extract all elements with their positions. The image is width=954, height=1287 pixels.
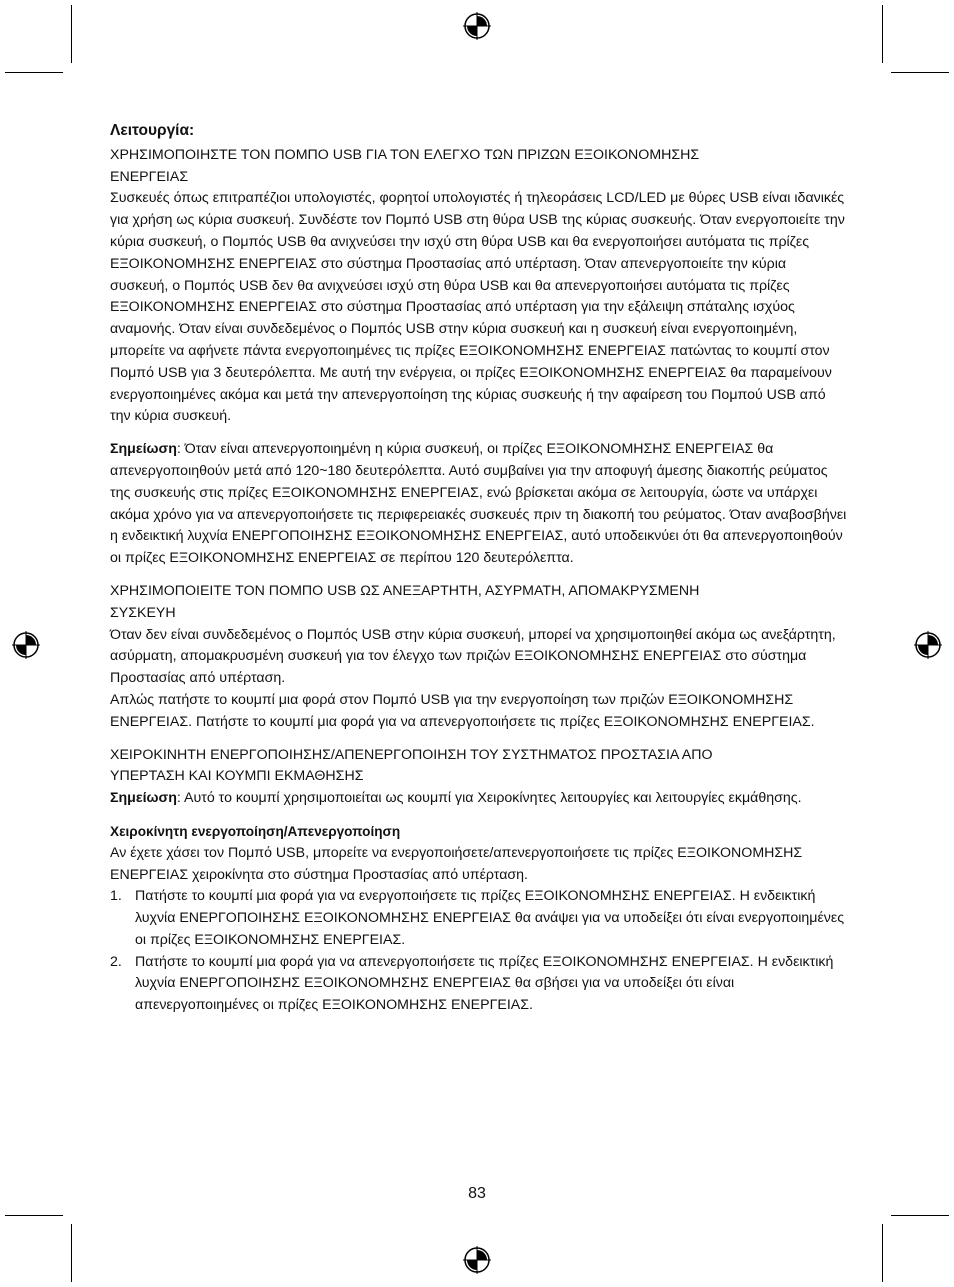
paragraph: Αν έχετε χάσει τον Πομπό USB, μπορείτε να ενεργοποιήσετε/απενεργοποιήσετε τις πρίζες ΕΞΟΙΚΟΝΟΜΗΣΗΣ ΕΝΕΡΓΕΙΑΣ χειροκίνητα στο σύστημα Προστασίας από υπέρταση. [110,844,803,883]
crop-mark [71,1224,72,1282]
list-text: Πατήστε το κουμπί μια φορά για να απενεργοποιήσετε τις πρίζες ΕΞΟΙΚΟΝΟΜΗΣΗΣ ΕΝΕΡΓΕΙΑΣ. Η ενδεικτική λυχνία ΕΝΕΡΓΟΠΟΙΗΣΗΣ ΕΞΟΙΚΟΝΟΜΗΣΗΣ ΕΝΕΡΓΕΙΑΣ θα σβήσει για να υποδείξει ότι είναι απενεργοποιημένες οι πρίζες ΕΞΟΙΚΟΝΟΜΗΣΗΣ ΕΝΕΡΓΕΙΑΣ. [135,953,834,1014]
section-title: ΧΕΙΡΟΚΙΝΗΤΗ ΕΝΕΡΓΟΠΟΙΗΣΗΣ/ΑΠΕΝΕΡΓΟΠΟΙΗΣΗ ΤΟΥ ΣΥΣΤΗΜΑΤΟΣ ΠΡΟΣΤΑΣΙΑ ΑΠΟ ΥΠΕΡΤΑΣΗ ΚΑΙ ΚΟΥΜΠΙ ΕΚΜΑΘΗΣΗΣ [110,746,713,785]
crop-mark [71,5,72,63]
crop-mark [891,72,949,73]
crop-mark [5,72,63,73]
section-title: ΧΡΗΣΙΜΟΠΟΙΕΙΤΕ ΤΟΝ ΠΟΜΠΟ USB ΩΣ ΑΝΕΞΑΡΤΗΤΗ, ΑΣΥΡΜΑΤΗ, ΑΠΟΜΑΚΡΥΣΜΕΝΗ ΣΥΣΚΕΥΗ [110,582,700,621]
note-paragraph [110,439,848,570]
subheading: Χειροκίνητη ενεργοποίηση/Απενεργοποίηση [110,823,401,839]
paragraph: Απλώς πατήστε το κουμπί μια φορά στον Πομπό USB για την ενεργοποίηση των πριζών ΕΞΟΙΚΟΝΟΜΗΣΗΣ ΕΝΕΡΓΕΙΑΣ. Πατήστε το κουμπί μια φορά για να απενεργοποιήσετε τις πρίζες ΕΞΟΙΚΟΝΟΜΗΣΗΣ ΕΝΕΡΓΕΙΑΣ. [110,691,815,730]
list-number: 2. [110,953,122,970]
note-paragraph [110,788,848,810]
page-number: 83 [468,1185,486,1202]
registration-mark-icon [11,630,41,660]
crop-mark [882,1224,883,1282]
list-number: 1. [110,888,122,905]
paragraph: Όταν δεν είναι συνδεδεμένος ο Πομπός USB στην κύρια συσκευή, μπορεί να χρησιμοποιηθεί ακόμα ως ανεξάρτητη, ασύρματη, απομακρυσμένη συσκευή για τον έλεγχο των πριζών ΕΞΟΙΚΟΝΟΜΗΣΗΣ ΕΝΕΡΓΕΙΑΣ στο σύστημα Προστασίας από υπέρταση. [110,626,836,687]
crop-mark [5,1215,63,1216]
page-heading: Λειτουργία: [110,122,195,139]
registration-mark-icon [462,11,492,41]
crop-mark [891,1215,949,1216]
document-body [110,120,848,1017]
list-item [110,952,848,1017]
registration-mark-icon [913,630,943,660]
paragraph: Συσκευές όπως επιτραπέζιοι υπολογιστές, φορητοί υπολογιστές ή τηλεοράσεις LCD/LED με θύρες USB είναι ιδανικές για χρήση ως κύρια συσκευή. Συνδέστε τον Πομπό USB στη θύρα USB της κύριας συσκευής. Όταν ενεργοποιείτε την κύρια συσκευή, ο Πομπός USB θα ανιχνεύσει την ισχύ στη θύρα USB και θα ενεργοποιήσει αυτόματα τις πρίζες ΕΞΟΙΚΟΝΟΜΗΣΗΣ ΕΝΕΡΓΕΙΑΣ στο σύστημα Προστασίας από υπέρταση. Όταν απενεργοποιείτε την κύρια συσκευή, ο Πομπός USB δεν θα ανιχνεύσει ισχύ στη θύρα USB και θα απενεργοποιήσει αυτόματα τις πρίζες ΕΞΟΙΚΟΝΟΜΗΣΗΣ ΕΝΕΡΓΕΙΑΣ στο σύστημα Προστασίας από υπέρταση για την εξάλειψη σπάταλης ισχύος αναμονής. Όταν είναι συνδεδεμένος ο Πομπός USB στην κύρια συσκευή και η συσκευή είναι ενεργοποιημένη, μπορείτε να αφήνετε πάντα ενεργοποιημένες τις πρίζες ΕΞΟΙΚΟΝΟΜΗΣΗΣ ΕΝΕΡΓΕΙΑΣ πατώντας το κουμπί στον Πομπό USB για 3 δευτερόλεπτα. Με αυτή την ενέργεια, οι πρίζες ΕΞΟΙΚΟΝΟΜΗΣΗΣ ΕΝΕΡΓΕΙΑΣ θα παραμείνουν ενεργοποιημένες ακόμα και μετά την απενεργοποίηση της κύριας συσκευής ή την αφαίρεση του Πομπού USB από την κύρια συσκευή. [110,190,845,425]
steps-list [110,886,848,1017]
registration-mark-icon [462,1245,492,1275]
note-text: : Αυτό το κουμπί χρησιμοποιείται ως κουμπί για Χειροκίνητες λειτουργίες και λειτουργίες εκμάθησης. [176,790,802,807]
crop-mark [882,5,883,63]
list-text: Πατήστε το κουμπί μια φορά για να ενεργοποιήσετε τις πρίζες ΕΞΟΙΚΟΝΟΜΗΣΗΣ ΕΝΕΡΓΕΙΑΣ. Η ενδεικτική λυχνία ΕΝΕΡΓΟΠΟΙΗΣΗΣ ΕΞΟΙΚΟΝΟΜΗΣΗΣ ΕΝΕΡΓΕΙΑΣ θα ανάψει για να υποδείξει ότι είναι ενεργοποιημένες οι πρίζες ΕΞΟΙΚΟΝΟΜΗΣΗΣ ΕΝΕΡΓΕΙΑΣ. [135,888,845,948]
note-text: : Όταν είναι απενεργοποιημένη η κύρια συσκευή, οι πρίζες ΕΞΟΙΚΟΝΟΜΗΣΗΣ ΕΝΕΡΓΕΙΑΣ θα απενεργοποιηθούν μετά από 120~180 δευτερόλεπτα. Αυτό συμβαίνει για την αποφυγή άμεσης διακοπής ρεύματος της συσκευής στις πρίζες ΕΞΟΙΚΟΝΟΜΗΣΗΣ ΕΝΕΡΓΕΙΑΣ, ενώ βρίσκεται ακόμα σε λειτουργία, ώστε να υπάρχει ακόμα χρόνο για να απενεργοποιήσετε τις περιφερειακές συσκευές πριν τη διακοπή του ρεύματος. Όταν αναβοσβήνει η ενδεικτική λυχνία ΕΝΕΡΓΟΠΟΙΗΣΗΣ ΕΞΟΙΚΟΝΟΜΗΣΗΣ ΕΝΕΡΓΕΙΑΣ, αυτό υποδεικνύει ότι θα απενεργοποιηθούν οι πρίζες ΕΞΟΙΚΟΝΟΜΗΣΗΣ ΕΝΕΡΓΕΙΑΣ σε περίπου 120 δευτερόλεπτα. [110,441,847,567]
list-item [110,886,848,951]
note-label: Σημείωση [110,790,177,807]
note-label: Σημείωση [110,441,177,458]
section-title: ΧΡΗΣΙΜΟΠΟΙΗΣΤΕ ΤΟΝ ΠΟΜΠΟ USB ΓΙΑ ΤΟΝ ΕΛΕΓΧΟ ΤΩΝ ΠΡΙΖΩΝ ΕΞΟΙΚΟΝΟΜΗΣΗΣ ΕΝΕΡΓΕΙΑΣ [110,146,700,185]
